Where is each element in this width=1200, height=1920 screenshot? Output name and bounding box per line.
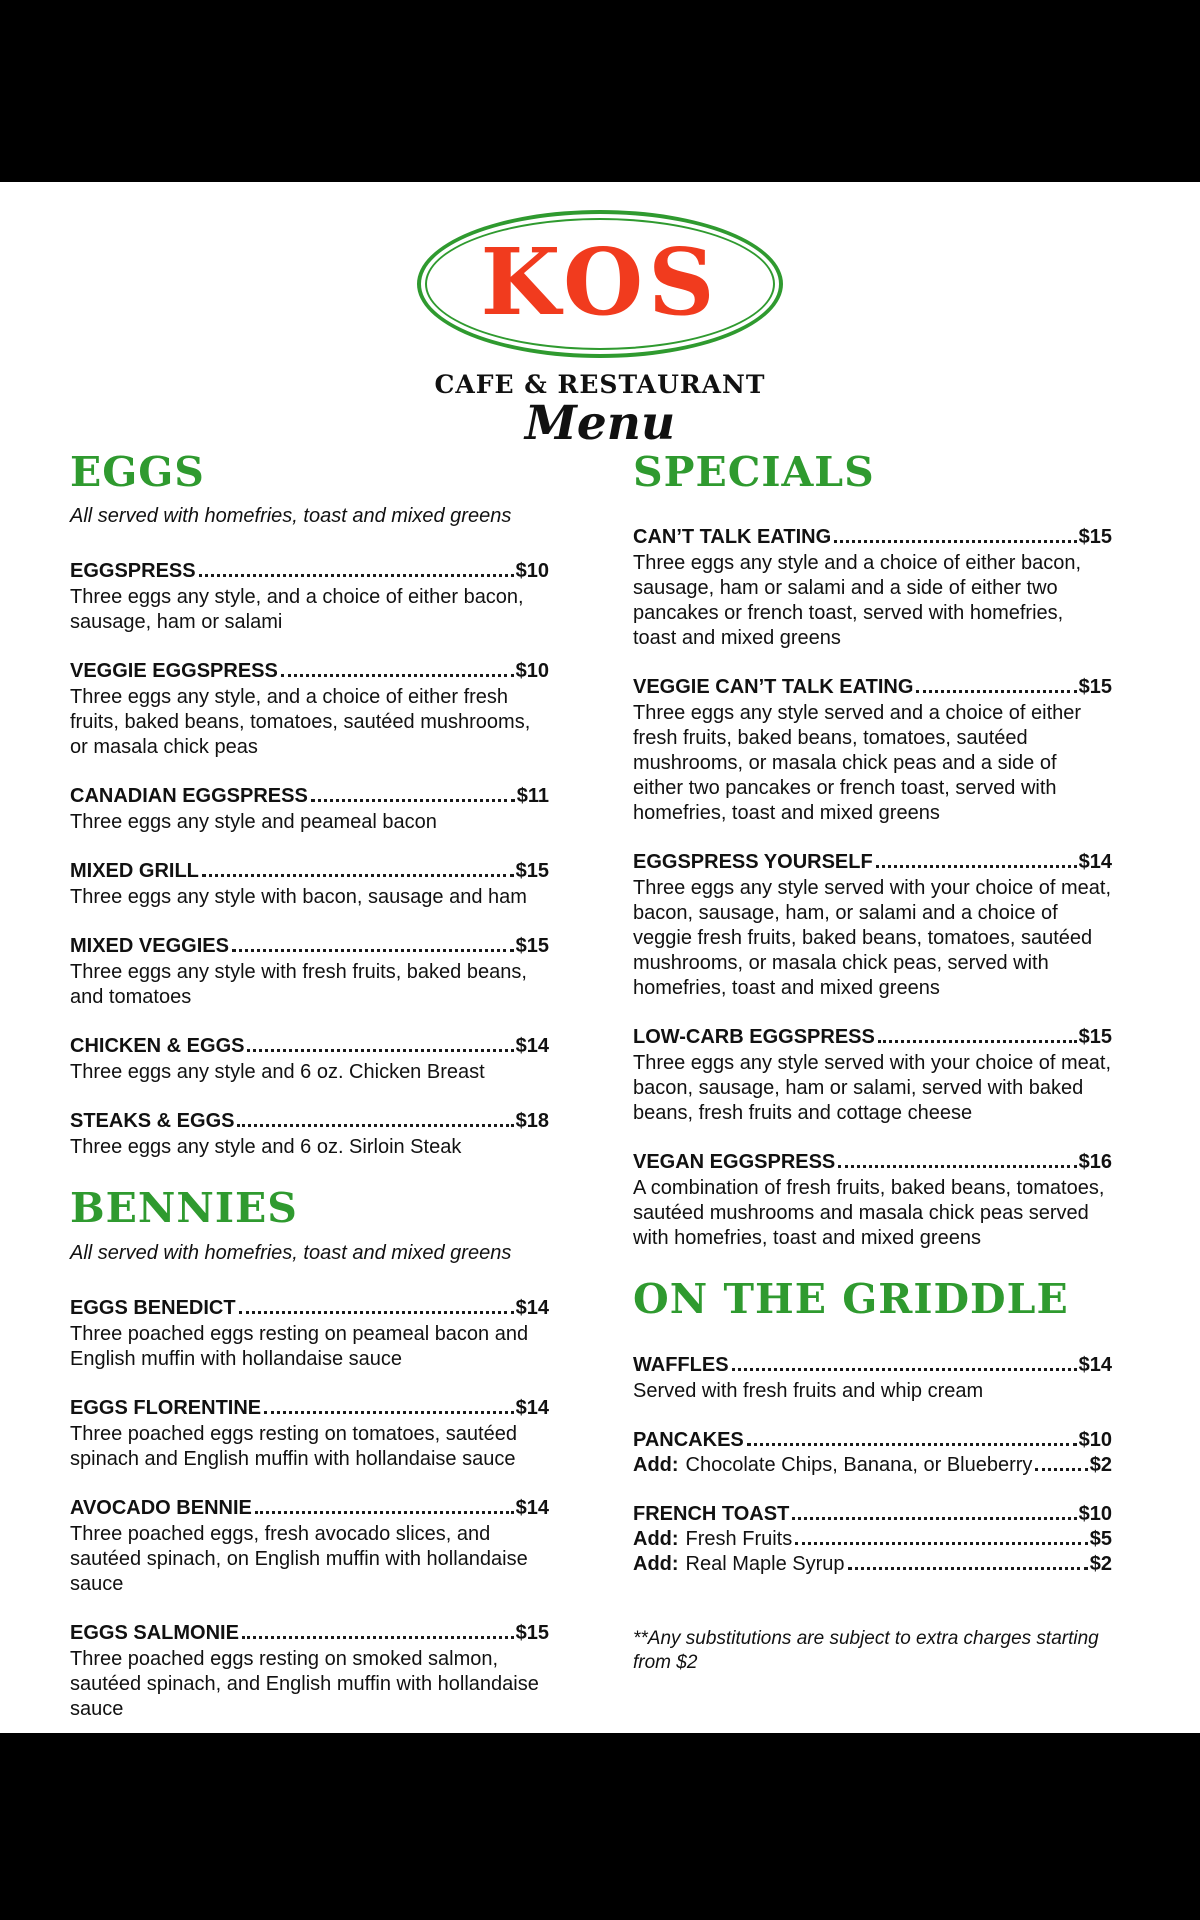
menu-section <box>70 450 549 1160</box>
menu-page <box>0 182 1200 1733</box>
item-title-row <box>70 859 549 884</box>
item-title-row <box>70 1296 549 1321</box>
item-name: MIXED VEGGIES <box>70 935 229 958</box>
menu-item <box>70 1109 549 1160</box>
item-title-row <box>70 659 549 684</box>
logo-tagline: CAFE & RESTAURANT <box>434 370 766 399</box>
item-name: STEAKS & EGGS <box>70 1110 235 1133</box>
item-price: $15 <box>1078 1026 1112 1049</box>
item-price: $15 <box>515 1621 549 1644</box>
item-description: Three eggs any style served and a choice of either fresh fruits, baked beans, tomatoes, sautéed mushrooms, or masala chick peas and a side of either two pancakes or french toast, served with homefries, toast and mixed greens <box>633 702 1082 825</box>
item-description: Three poached eggs, fresh avocado slices, and sautéed spinach, on English muffin with hollandaise sauce <box>70 1522 528 1595</box>
item-title-row <box>633 850 1112 875</box>
dotted-leader <box>795 1542 1088 1545</box>
item-price: $10 <box>1078 1502 1112 1525</box>
item-title-row <box>633 525 1112 550</box>
addon-price: $2 <box>1089 1453 1112 1476</box>
item-description: A combination of fresh fruits, baked beans, tomatoes, sautéed mushrooms and masala chick peas served with homefries, toast and mixed greens <box>633 1177 1105 1250</box>
menu-item <box>70 1496 549 1597</box>
item-price: $15 <box>515 860 549 883</box>
dotted-leader <box>1035 1468 1087 1471</box>
dotted-leader <box>255 1511 514 1514</box>
addon-text: Fresh Fruits <box>685 1527 793 1550</box>
dotted-leader <box>202 874 514 877</box>
dotted-leader <box>834 540 1077 543</box>
section-heading: SPECIALS <box>633 448 875 497</box>
item-name: VEGGIE EGGSPRESS <box>70 660 278 683</box>
item-name: VEGGIE CAN’T TALK EATING <box>633 676 914 699</box>
logo-oval <box>417 210 783 358</box>
item-title-row <box>70 559 549 584</box>
item-price: $10 <box>1078 1428 1112 1451</box>
menu-item <box>633 675 1112 826</box>
item-name: EGGSPRESS <box>70 560 196 583</box>
addon-label: Add: <box>633 1527 679 1550</box>
logo-block <box>0 182 1200 451</box>
dotted-leader <box>237 1124 513 1127</box>
menu-item <box>70 859 549 910</box>
dotted-leader <box>264 1411 514 1414</box>
addon-label: Add: <box>633 1552 679 1575</box>
section-items <box>70 1296 549 1722</box>
dotted-leader <box>848 1567 1088 1570</box>
item-price: $15 <box>1078 676 1112 699</box>
item-title-row <box>633 675 1112 700</box>
addon-price: $5 <box>1089 1527 1112 1550</box>
item-name: PANCAKES <box>633 1428 744 1451</box>
menu-item <box>70 784 549 835</box>
item-description: Three eggs any style served with your choice of meat, bacon, sausage, ham, or salami and a choice of veggie fresh fruits, baked beans, tomatoes, sautéed mushrooms, or masala chick peas, served with homefries, toast and mixed greens <box>633 877 1112 1000</box>
item-description: Three eggs any style and 6 oz. Sirloin Steak <box>70 1136 462 1159</box>
menu-item <box>633 1502 1112 1577</box>
item-price: $14 <box>515 1296 549 1319</box>
item-title-row <box>70 1396 549 1421</box>
dotted-leader <box>242 1636 514 1639</box>
item-price: $14 <box>515 1396 549 1419</box>
item-title-row <box>70 934 549 959</box>
dotted-leader <box>876 865 1077 868</box>
item-name: MIXED GRILL <box>70 860 199 883</box>
menu-item <box>70 1296 549 1372</box>
section-heading: ON THE GRIDDLE <box>633 1275 1069 1324</box>
item-description: Three eggs any style with fresh fruits, baked beans, and tomatoes <box>70 961 527 1009</box>
item-price: $11 <box>516 785 549 808</box>
menu-title: Menu <box>524 396 676 451</box>
item-description: Three eggs any style, and a choice of either bacon, sausage, ham or salami <box>70 586 524 634</box>
dotted-leader <box>747 1443 1077 1446</box>
item-name: EGGSPRESS YOURSELF <box>633 851 873 874</box>
item-description: Three eggs any style and peameal bacon <box>70 811 437 834</box>
item-title-row <box>70 1496 549 1521</box>
menu-section <box>70 1186 549 1721</box>
addon-row <box>633 1453 1112 1478</box>
item-title-row <box>70 784 549 809</box>
dotted-leader <box>281 674 514 677</box>
item-description: Served with fresh fruits and whip cream <box>633 1379 984 1402</box>
item-title-row <box>633 1502 1112 1527</box>
item-name: EGGS FLORENTINE <box>70 1396 262 1419</box>
item-name: WAFFLES <box>633 1353 729 1376</box>
item-name: EGGS SALMONIE <box>70 1621 239 1644</box>
item-title-row <box>633 1025 1112 1050</box>
menu-column-left <box>70 450 549 1733</box>
menu-section <box>633 450 1112 1251</box>
menu-item <box>633 525 1112 651</box>
item-name: CHICKEN & EGGS <box>70 1035 245 1058</box>
menu-item <box>633 1025 1112 1126</box>
item-description: Three poached eggs resting on peameal bacon and English muffin with hollandaise sauce <box>70 1322 529 1370</box>
dotted-leader <box>311 799 515 802</box>
item-name: AVOCADO BENNIE <box>70 1496 252 1519</box>
item-description: Three eggs any style with bacon, sausage and ham <box>70 886 527 909</box>
addon-text: Chocolate Chips, Banana, or Blueberry <box>685 1453 1033 1476</box>
item-price: $15 <box>515 935 549 958</box>
menu-item <box>70 559 549 635</box>
addon-text: Real Maple Syrup <box>685 1552 845 1575</box>
item-price: $14 <box>1078 851 1112 874</box>
dotted-leader <box>199 574 514 577</box>
item-price: $14 <box>1078 1353 1112 1376</box>
menu-item <box>633 1150 1112 1251</box>
item-name: FRENCH TOAST <box>633 1502 790 1525</box>
item-description: Three eggs any style served with your choice of meat, bacon, sausage, ham or salami, served with baked beans, fresh fruits and cottage cheese <box>633 1052 1112 1125</box>
logo-wordmark: KOS <box>480 228 720 336</box>
menu-item <box>70 659 549 760</box>
dotted-leader <box>792 1517 1076 1520</box>
item-price: $15 <box>1078 526 1112 549</box>
item-name: CANADIAN EGGSPRESS <box>70 785 308 808</box>
item-title-row <box>70 1109 549 1134</box>
item-name: EGGS BENEDICT <box>70 1296 236 1319</box>
menu-column-right <box>633 450 1112 1733</box>
dotted-leader <box>247 1049 513 1052</box>
addon-row <box>633 1527 1112 1552</box>
dotted-leader <box>878 1040 1077 1043</box>
section-heading: BENNIES <box>70 1184 298 1233</box>
item-title-row <box>633 1428 1112 1453</box>
menu-item <box>70 1034 549 1085</box>
item-price: $14 <box>515 1496 549 1519</box>
item-title-row <box>70 1034 549 1059</box>
substitutions-footnote: **Any substitutions are subject to extra charges starting from $2 <box>633 1627 1099 1673</box>
section-subtitle: All served with homefries, toast and mixed greens <box>70 505 512 528</box>
dotted-leader <box>838 1165 1076 1168</box>
menu-item <box>633 850 1112 1001</box>
addon-row <box>633 1552 1112 1577</box>
menu-item <box>633 1353 1112 1404</box>
item-title-row <box>633 1150 1112 1175</box>
section-items <box>633 525 1112 1251</box>
menu-item <box>70 1621 549 1722</box>
dotted-leader <box>232 949 514 952</box>
menu-item <box>70 934 549 1010</box>
item-price: $16 <box>1078 1151 1112 1174</box>
section-heading: EGGS <box>70 448 205 497</box>
item-description: Three poached eggs resting on smoked salmon, sautéed spinach, and English muffin with hollandaise sauce <box>70 1647 539 1720</box>
item-title-row <box>70 1621 549 1646</box>
item-name: LOW-CARB EGGSPRESS <box>633 1026 875 1049</box>
section-items <box>70 559 549 1160</box>
menu-section <box>633 1277 1112 1576</box>
item-title-row <box>633 1353 1112 1378</box>
item-name: VEGAN EGGSPRESS <box>633 1151 836 1174</box>
item-price: $18 <box>515 1110 549 1133</box>
dotted-leader <box>916 690 1076 693</box>
item-price: $10 <box>515 660 549 683</box>
dotted-leader <box>239 1311 514 1314</box>
item-description: Three eggs any style and 6 oz. Chicken Breast <box>70 1061 485 1084</box>
item-description: Three eggs any style, and a choice of either fresh fruits, baked beans, tomatoes, sautéed mushrooms, or masala chick peas <box>70 686 531 759</box>
item-description: Three poached eggs resting on tomatoes, sautéed spinach and English muffin with hollandaise sauce <box>70 1422 517 1470</box>
item-price: $14 <box>515 1035 549 1058</box>
menu-columns <box>0 448 1200 1733</box>
addon-label: Add: <box>633 1453 679 1476</box>
addon-price: $2 <box>1089 1552 1112 1575</box>
item-price: $10 <box>515 560 549 583</box>
item-description: Three eggs any style and a choice of either bacon, sausage, ham or salami and a side of either two pancakes or french toast, served with homefries, toast and mixed greens <box>633 552 1082 650</box>
section-subtitle: All served with homefries, toast and mixed greens <box>70 1241 512 1264</box>
menu-item <box>633 1428 1112 1478</box>
item-name: CAN’T TALK EATING <box>633 526 832 549</box>
section-items <box>633 1353 1112 1577</box>
dotted-leader <box>732 1368 1077 1371</box>
menu-item <box>70 1396 549 1472</box>
